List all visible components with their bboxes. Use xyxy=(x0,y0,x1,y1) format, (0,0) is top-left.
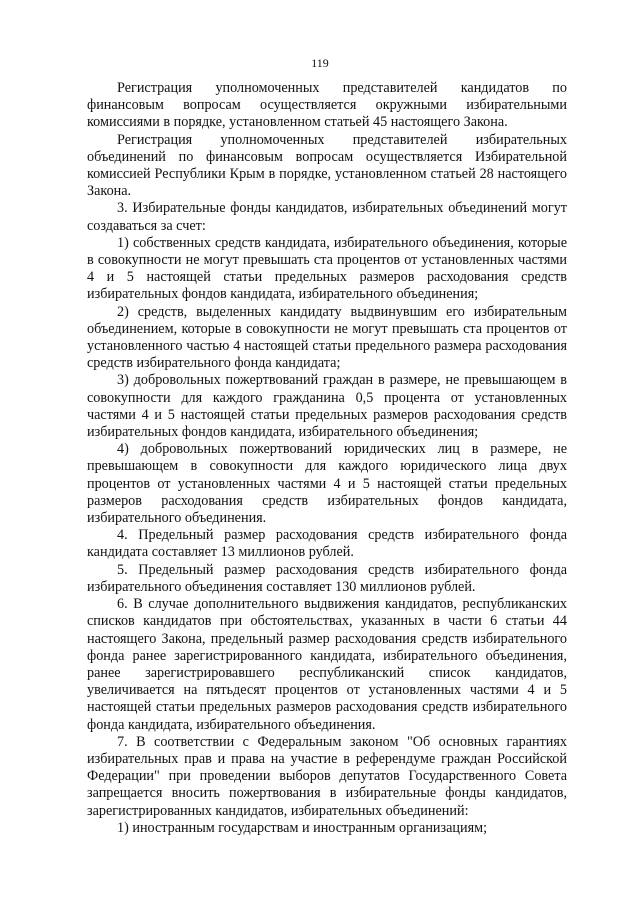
document-body xyxy=(87,80,567,837)
paragraph: 5. Предельный размер расходования средств избирательного фонда избирательного объединения составляет 130 миллионов рублей. xyxy=(87,561,567,595)
paragraph: 3) добровольных пожертвований граждан в размере, не превышающем в совокупности для каждого гражданина 0,5 процента от установленных частями 4 и 5 настоящей статьи предельных размеров расходования средств избирательных фондов кандидата, избирательного объединения; xyxy=(87,372,567,441)
paragraph: 6. В случае дополнительного выдвижения кандидатов, республиканских списков кандидатов при обстоятельствах, указанных в части 6 статьи 44 настоящего Закона, предельный размер расходования средств избирательного фонда ранее зарегистрированного кандидата, избирательного объединения, ранее зарегистрировавшего республиканский список кандидатов, увеличивается на пятьдесят процентов от установленных частями 4 и 5 настоящей статьи предельных размеров расходования средств избирательного фонда кандидата, избирательного объединения. xyxy=(87,596,567,733)
paragraph: Регистрация уполномоченных представителей кандидатов по финансовым вопросам осуществляется окружными избирательными комиссиями в порядке, установленном статьей 45 настоящего Закона. xyxy=(87,80,567,131)
paragraph: 3. Избирательные фонды кандидатов, избирательных объединений могут создаваться за счет: xyxy=(87,200,567,234)
paragraph: 4. Предельный размер расходования средств избирательного фонда кандидата составляет 13 миллионов рублей. xyxy=(87,527,567,561)
paragraph: 7. В соответствии с Федеральным законом "Об основных гарантиях избирательных прав и права на участие в референдуме граждан Российской Федерации" при проведении выборов депутатов Государственного Совета запрещается вносить пожертвования в избирательные фонды кандидатов, зарегистрированных кандидатов, избирательных объединений: xyxy=(87,733,567,819)
paragraph: 2) средств, выделенных кандидату выдвинувшим его избирательным объединением, которые в совокупности не могут превышать ста процентов от установленного частью 4 настоящей статьи предельного размера расходования средств избирательного фонда кандидата; xyxy=(87,303,567,372)
paragraph: 1) иностранным государствам и иностранным организациям; xyxy=(117,819,488,836)
paragraph: Регистрация уполномоченных представителей избирательных объединений по финансовым вопросам осуществляется Избирательной комиссией Республики Крым в порядке, установленном статьей 28 настоящего Закона. xyxy=(87,131,567,200)
paragraph: 4) добровольных пожертвований юридических лиц в размере, не превышающем в совокупности для каждого юридического лица двух процентов от установленных частями 4 и 5 настоящей статьи предельных размеров расходования средств избирательных фондов кандидата, избирательного объединения. xyxy=(87,441,567,527)
paragraph: 1) собственных средств кандидата, избирательного объединения, которые в совокупности не могут превышать ста процентов от установленных частями 4 и 5 настоящей статьи предельных размеров расходования средств избирательных фондов кандидата, избирательного объединения; xyxy=(87,234,567,303)
page-number: 119 xyxy=(311,56,329,70)
